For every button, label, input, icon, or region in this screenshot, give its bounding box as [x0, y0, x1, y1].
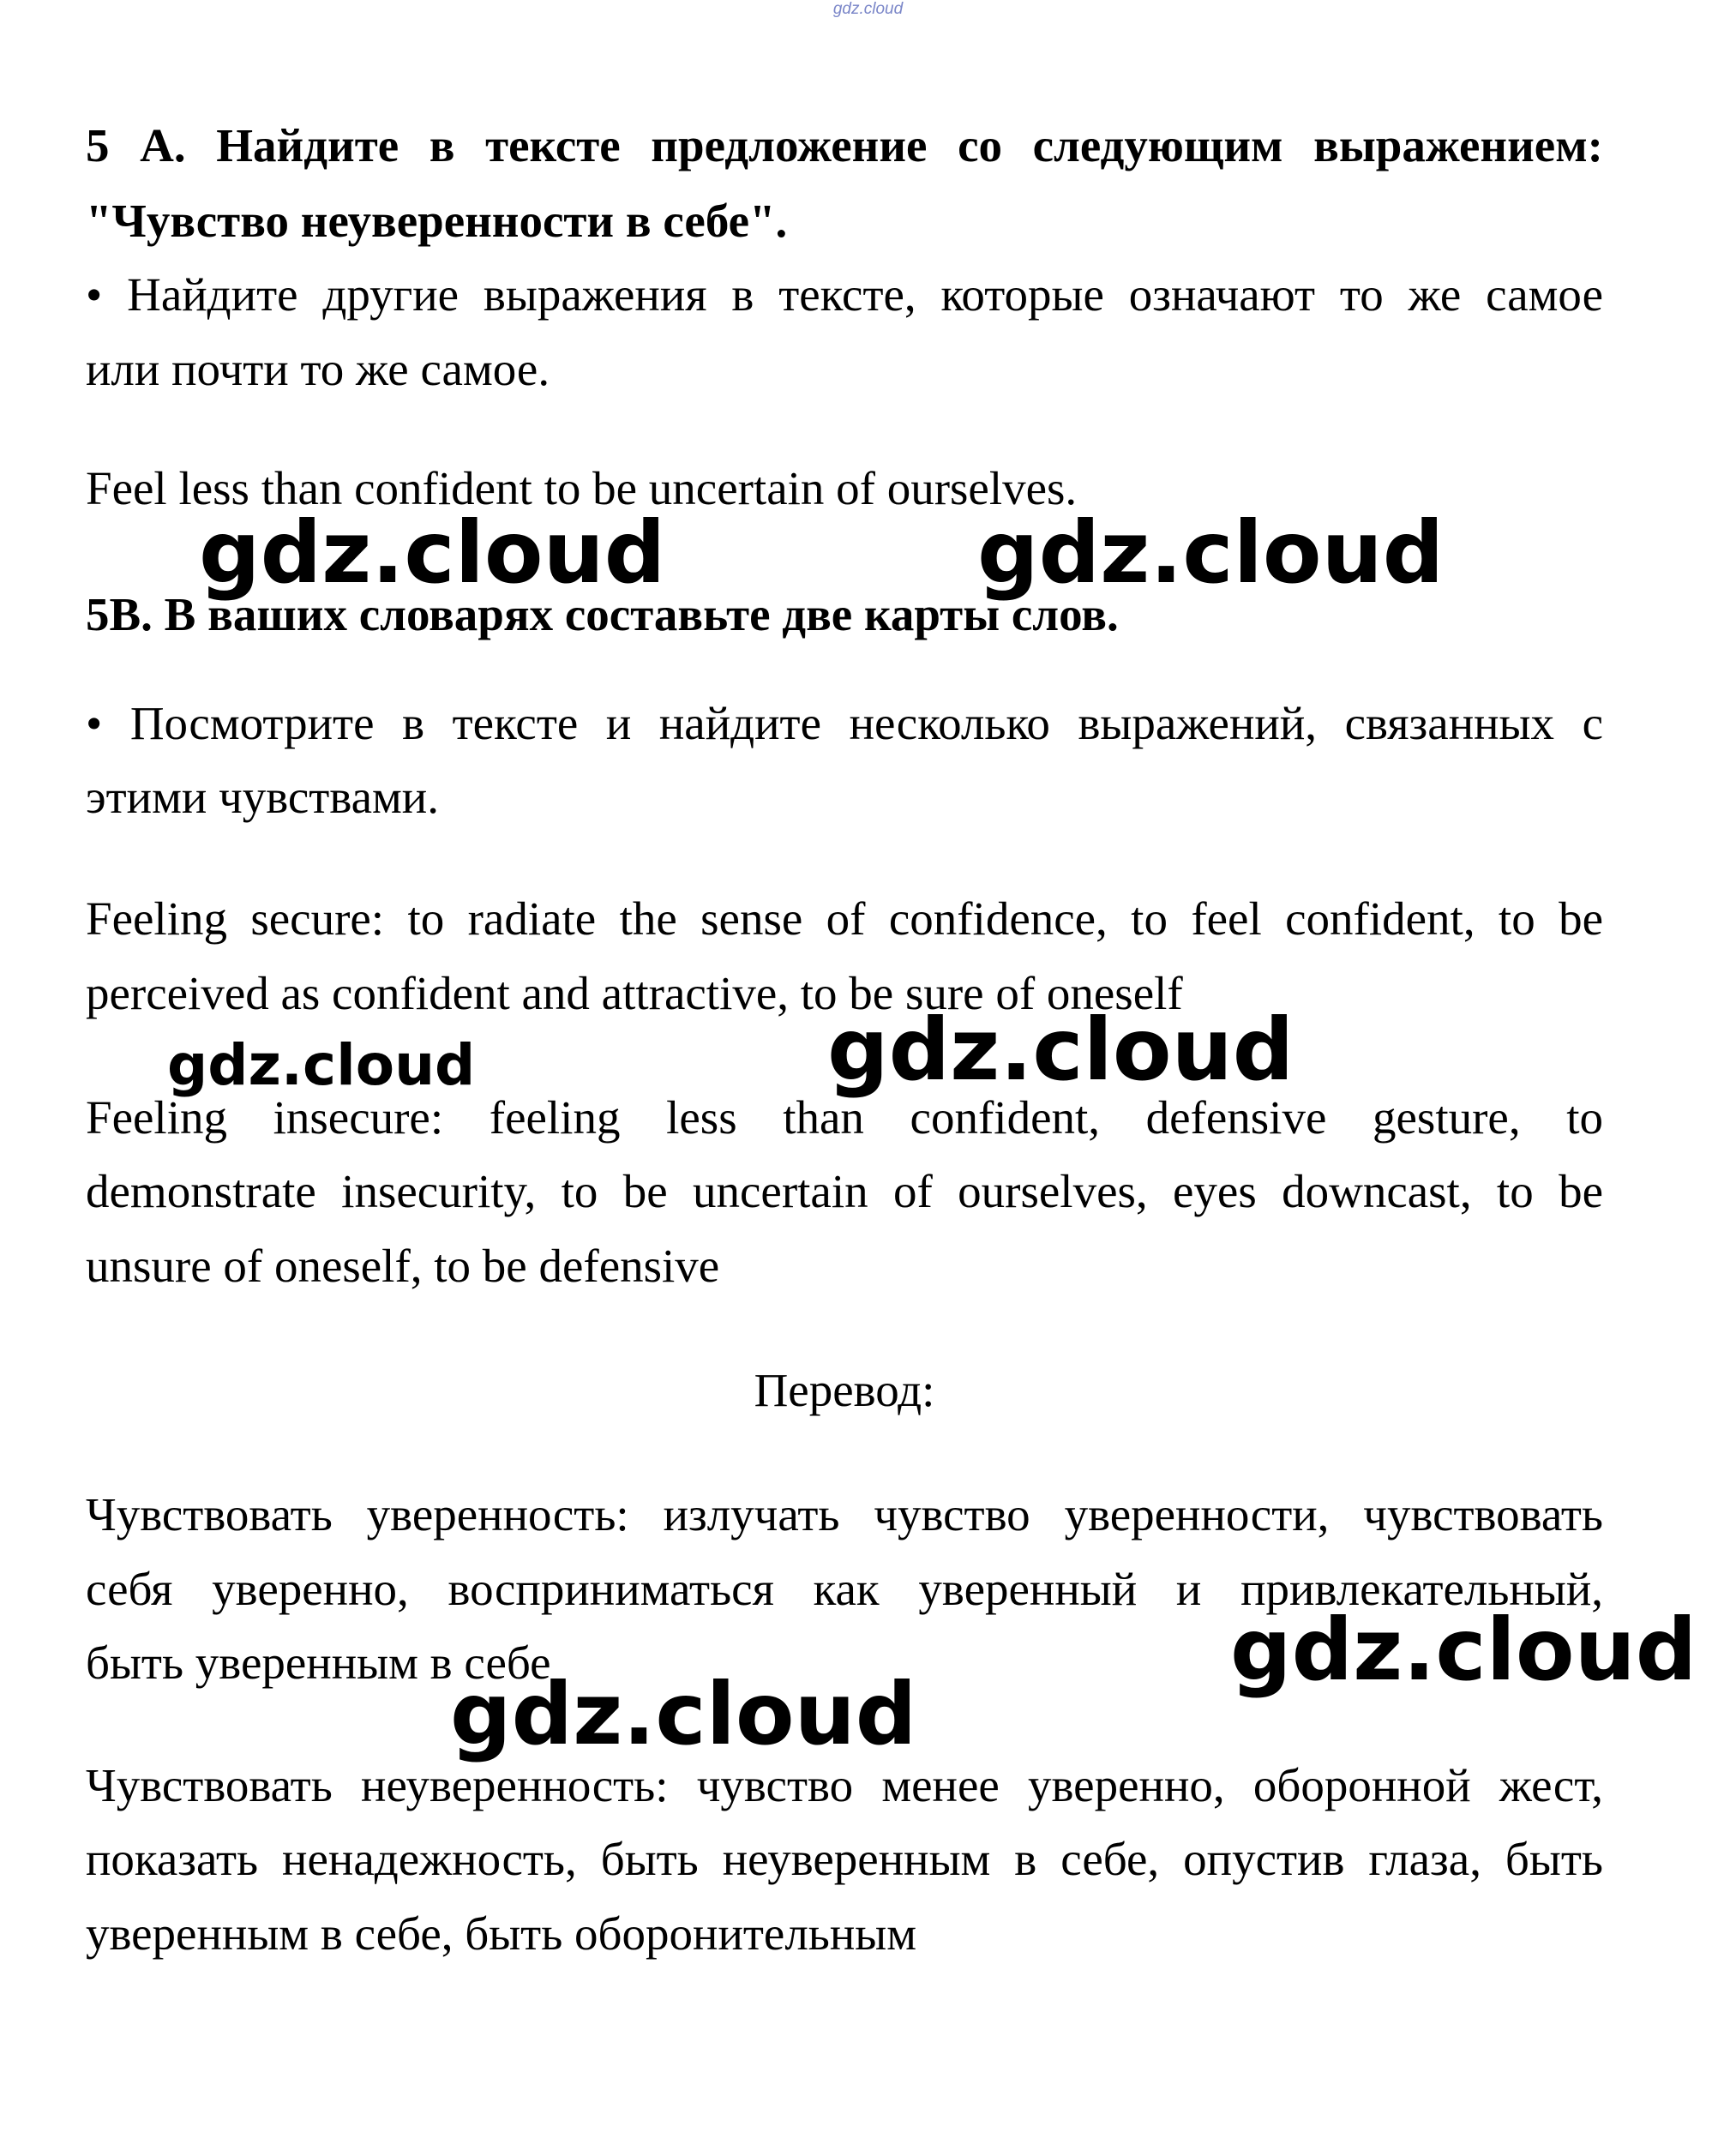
watermark-gdz-cloud: gdz.cloud [827, 1000, 1294, 1100]
task-5a-instruction-line-2: или почти то же самое. [86, 343, 550, 395]
feeling-insecure-line-3: unsure of oneself, to be defensive [86, 1240, 720, 1292]
feeling-secure-line-2: perceived as confident and attractive, to be sure of oneself [86, 967, 1183, 1019]
watermark-gdz-cloud: gdz.cloud [977, 502, 1445, 603]
watermark-gdz-cloud: gdz.cloud [167, 1032, 476, 1098]
feeling-insecure-line-1: Feeling insecure: feeling less than confident, defensive gesture, to [86, 1091, 1603, 1144]
translation-secure-line-2: себя уверенно, восприниматься как уверенный и привлекательный, [86, 1563, 1603, 1615]
task-5a-heading-line-1: 5 А. Найдите в тексте предложение со следующим выражением: [86, 119, 1603, 171]
task-5a-instruction-line-1: • Найдите другие выражения в тексте, которые означают то же самое [86, 268, 1603, 321]
task-5a-answer: Feel less than confident to be uncertain of ourselves. [86, 462, 1078, 514]
task-5a-heading-line-2: "Чувство неуверенности в себе". [86, 195, 788, 247]
feeling-secure-line-1: Feeling secure: to radiate the sense of confidence, to feel confident, to be [86, 892, 1603, 945]
translation-insecure-line-1: Чувствовать неуверенность: чувство менее уверенно, оборонной жест, [86, 1759, 1603, 1811]
feeling-insecure-line-2: demonstrate insecurity, to be uncertain of ourselves, eyes downcast, to be [86, 1165, 1603, 1217]
translation-secure-line-1: Чувствовать уверенность: излучать чувство уверенности, чувствовать [86, 1488, 1603, 1540]
translation-title: Перевод: [754, 1364, 935, 1416]
translation-secure-line-3: быть уверенным в себе [86, 1637, 551, 1689]
translation-insecure-line-3: уверенным в себе, быть оборонительным [86, 1907, 917, 1960]
translation-insecure-line-2: показать ненадежность, быть неуверенным в себе, опустив глаза, быть [86, 1833, 1603, 1885]
watermark-gdz-cloud: gdz.cloud [450, 1664, 917, 1764]
task-5b-instruction-line-1: • Посмотрите в тексте и найдите несколько выражений, связанных с [86, 697, 1603, 749]
watermark-gdz-cloud: gdz.cloud [199, 502, 666, 603]
watermark-gdz-cloud: gdz.cloud [1230, 1600, 1697, 1700]
header-watermark: gdz.cloud [832, 0, 904, 18]
task-5b-heading: 5B. В ваших словарях составьте две карты слов. [86, 588, 1119, 640]
task-5b-instruction-line-2: этими чувствами. [86, 771, 439, 823]
